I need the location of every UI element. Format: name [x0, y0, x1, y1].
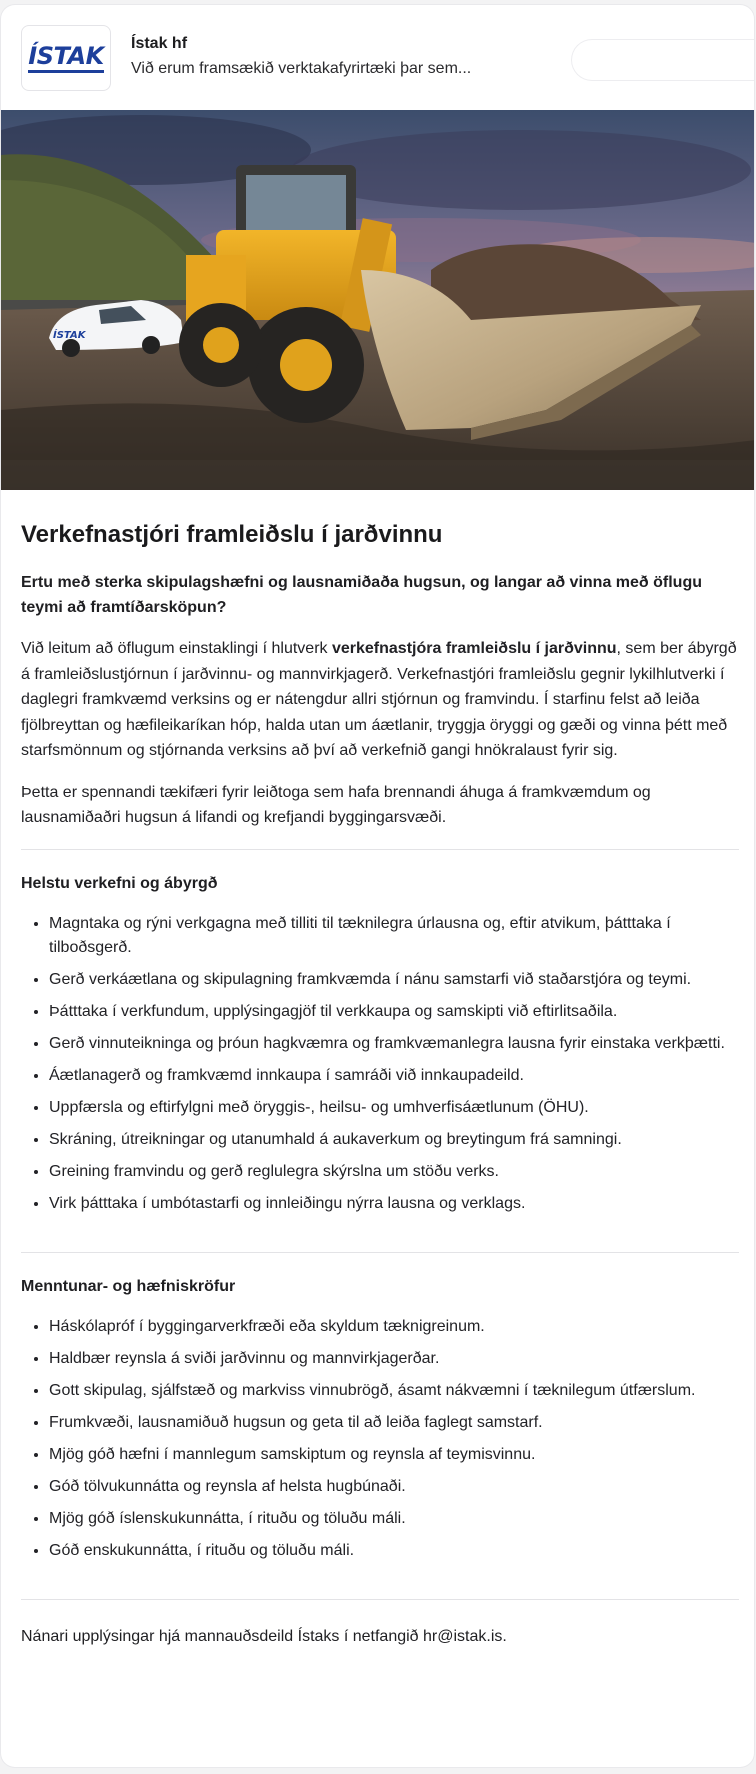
list-item: • Greining framvindu og gerð reglulegra skýrslna um stöðu verks.: [49, 1160, 739, 1184]
list-item: • Skráning, útreikningar og utanumhald á aukaverkum og breytingum frá samningi.: [49, 1128, 739, 1152]
list-item: • Mjög góð íslenskukunnátta, í rituðu og töluðu máli.: [49, 1507, 739, 1531]
company-logo-text: ÍSTAK: [28, 44, 103, 73]
list-item: • Virk þátttaka í umbótastarfi og innleiðingu nýrra lausna og verklags.: [49, 1192, 739, 1216]
job-title: Verkefnastjóri framleiðslu í jarðvinnu: [21, 521, 443, 548]
list-item: • Frumkvæði, lausnamiðuð hugsun og geta til að leiða faglegt samstarf.: [49, 1411, 739, 1435]
list-item: • Þátttaka í verkfundum, upplýsingagjöf til verkkaupa og samskipti við eftirlitsaðila.: [49, 1000, 739, 1024]
list-item: • Gerð vinnuteikninga og þróun hagkvæmra og framkvæmanlegra lausna fyrir einstaka verkþætti.: [49, 1032, 739, 1056]
qualifications-heading: Menntunar- og hæfniskröfur: [21, 1277, 236, 1295]
responsibilities-heading: Helstu verkefni og ábyrgð: [21, 874, 218, 892]
job-intro-2: Þetta er spennandi tækifæri fyrir leiðtoga sem hafa brennandi áhuga á framkvæmdum og lausnamiðaðri hugsun á lifandi og krefjandi byggingarsvæði.: [21, 783, 651, 826]
section-divider: [21, 1599, 739, 1600]
contact-info: Nánari upplýsingar hjá mannauðsdeild Ístaks í netfangið hr@istak.is.: [21, 1627, 507, 1645]
section-divider: [21, 849, 739, 850]
job-lead: Ertu með sterka skipulagshæfni og lausnamiðaða hugsun, og langar að vinna með öflugu teymi að framtíðarsköpun?: [21, 574, 702, 616]
qualifications-list: [21, 1315, 739, 1563]
header-action-button[interactable]: [571, 39, 754, 81]
company-header: [1, 5, 754, 109]
list-item: • Háskólapróf í byggingarverkfræði eða skyldum tæknigreinum.: [49, 1315, 739, 1339]
job-intro-text: Við leitum að öflugum einstaklingi í hlutverk: [21, 640, 332, 657]
job-intro: [21, 636, 739, 764]
car-logo-text: ÍSTAK: [53, 330, 86, 341]
hero-image: [1, 110, 754, 490]
list-item: • Góð enskukunnátta, í rituðu og töluðu máli.: [49, 1539, 739, 1563]
company-description: Við erum framsækið verktakafyrirtæki þar sem...: [131, 60, 472, 77]
list-item: • Áætlanagerð og framkvæmd innkaupa í samráði við innkaupadeild.: [49, 1064, 739, 1088]
job-intro-highlight: verkefnastjóra framleiðslu í jarðvinnu: [331, 640, 617, 657]
responsibilities-list: [21, 912, 739, 1216]
list-item: • Gott skipulag, sjálfstæð og markviss vinnubrögð, ásamt nákvæmni í tæknilegum útfærslum.: [49, 1379, 739, 1403]
job-posting-card: [1, 5, 754, 1767]
list-item: • Magntaka og rýni verkgagna með tilliti til tæknilegra úrlausna og, eftir atvikum, þátttaka í tilboðsgerð.: [49, 912, 739, 960]
company-logo[interactable]: [21, 25, 111, 91]
job-description: [21, 520, 739, 1648]
section-divider: [21, 1252, 739, 1253]
company-name[interactable]: Ístak hf: [131, 35, 188, 52]
list-item: • Uppfærsla og eftirfylgni með öryggis-, heilsu- og umhverfisáætlunum (ÖHU).: [49, 1096, 739, 1120]
list-item: • Haldbær reynsla á sviði jarðvinnu og mannvirkjagerðar.: [49, 1347, 739, 1371]
list-item: • Mjög góð hæfni í mannlegum samskiptum og reynsla af teymisvinnu.: [49, 1443, 739, 1467]
list-item: • Góð tölvukunnátta og reynsla af helsta hugbúnaði.: [49, 1475, 739, 1499]
list-item: • Gerð verkáætlana og skipulagning framkvæmda í nánu samstarfi við staðarstjóra og teymi.: [49, 968, 739, 992]
job-intro-text-rest: , sem ber ábyrgð á framleiðslustjórnun í jarðvinnu- og mannvirkjagerð. Verkefnastjóri framleiðslu gegnir lykilhlutverki í daglegri framkvæmd verksins og er nátengdur allri stjórnun og framvindu. Í starfinu felst að leiða fjölbreyttan og hæfileikaríkan hóp, halda utan um áætlanir, tryggja öryggi og gæði og vinna þétt með starfsmönnum og stjórnanda verksins að því að verkefnið gangi hnökralaust fyrir sig.: [21, 640, 737, 759]
